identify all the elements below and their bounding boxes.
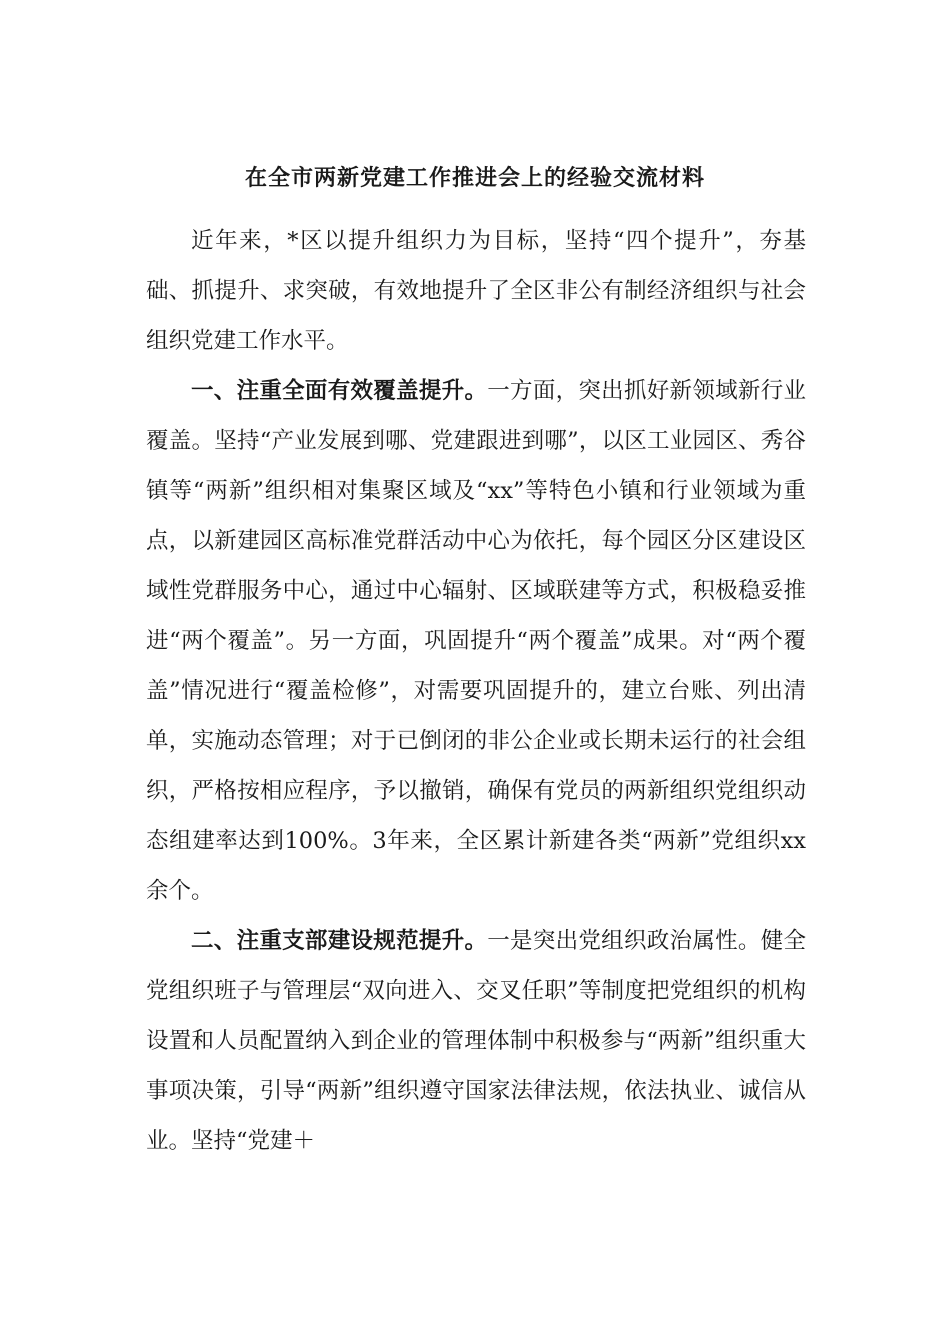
paragraph-text: 一方面，突出抓好新领域新行业覆盖。坚持“产业发展到哪、党建跟进到哪”，以区工业园区、秀谷镇等“两新”组织相对集聚区域及“xx”等特色小镇和行业领域为重点，以新建园区高标准党群活动中心为依托，每个园区分区建设区域性党群服务中心，通过中心辐射、区域联建等方式，积极稳妥推进“两个覆盖”。另一方面，巩固提升“两个覆盖”成果。对“两个覆盖”情况进行“覆盖检修”，对需要巩固提升的，建立台账、列出清单，实施动态管理；对于已倒闭的非公企业或长期未运行的社会组织，严格按相应程序，予以撤销，确保有党员的两新组织党组织动态组建率达到100%。3年来，全区累计新建各类“两新”党组织xx余个。	[146, 378, 806, 904]
document-title: 在全市两新党建工作推进会上的经验交流材料	[244, 165, 705, 191]
section-heading: 一、注重全面有效覆盖提升。	[191, 378, 488, 404]
paragraph-section-2	[146, 916, 806, 1166]
paragraph-text: 近年来，*区以提升组织力为目标，坚持“四个提升”，夯基础、抓提升、求突破，有效地提升了全区非公有制经济组织与社会组织党建工作水平。	[146, 228, 806, 354]
document-body	[146, 216, 806, 1166]
section-heading: 二、注重支部建设规范提升。	[191, 928, 488, 954]
paragraph-text: 一是突出党组织政治属性。健全党组织班子与管理层“双向进入、交叉任职”等制度把党组织的机构设置和人员配置纳入到企业的管理体制中积极参与“两新”组织重大事项决策，引导“两新”组织遵守国家法律法规，依法执业、诚信从业。坚持“党建＋	[146, 928, 806, 1154]
paragraph-intro	[146, 216, 806, 366]
paragraph-section-1	[146, 366, 806, 916]
